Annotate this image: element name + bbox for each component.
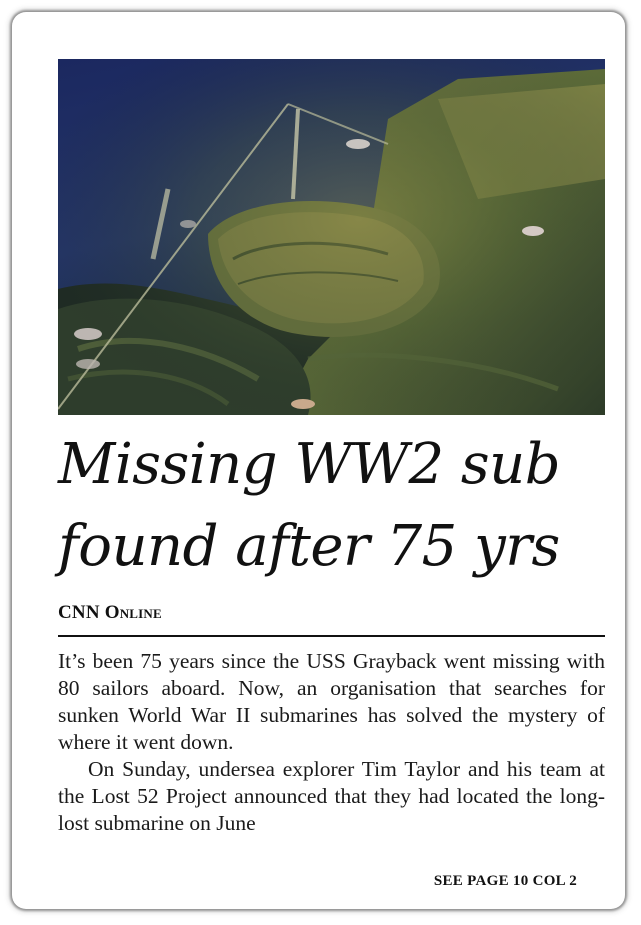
body-paragraph: On Sunday, undersea explorer Tim Taylor and his team at the Lost 52 Project announced that they had located the long-lost submarine on June xyxy=(58,757,605,835)
article-body xyxy=(58,648,605,837)
submarine-wreck-image xyxy=(58,59,605,415)
body-paragraph: It’s been 75 years since the USS Grayback went missing with 80 sailors aboard. Now, an organisation that searches for sunken World War II submarines has solved the mystery of where it went down. xyxy=(58,649,605,754)
headline: Missing WW2 sub found after 75 yrs xyxy=(58,432,561,579)
article-photo xyxy=(58,59,605,415)
article-card xyxy=(12,12,625,909)
source-byline: CNN Online xyxy=(58,602,162,623)
continuation-link[interactable]: SEE PAGE 10 COL 2 xyxy=(433,873,577,889)
divider-rule xyxy=(58,635,605,637)
